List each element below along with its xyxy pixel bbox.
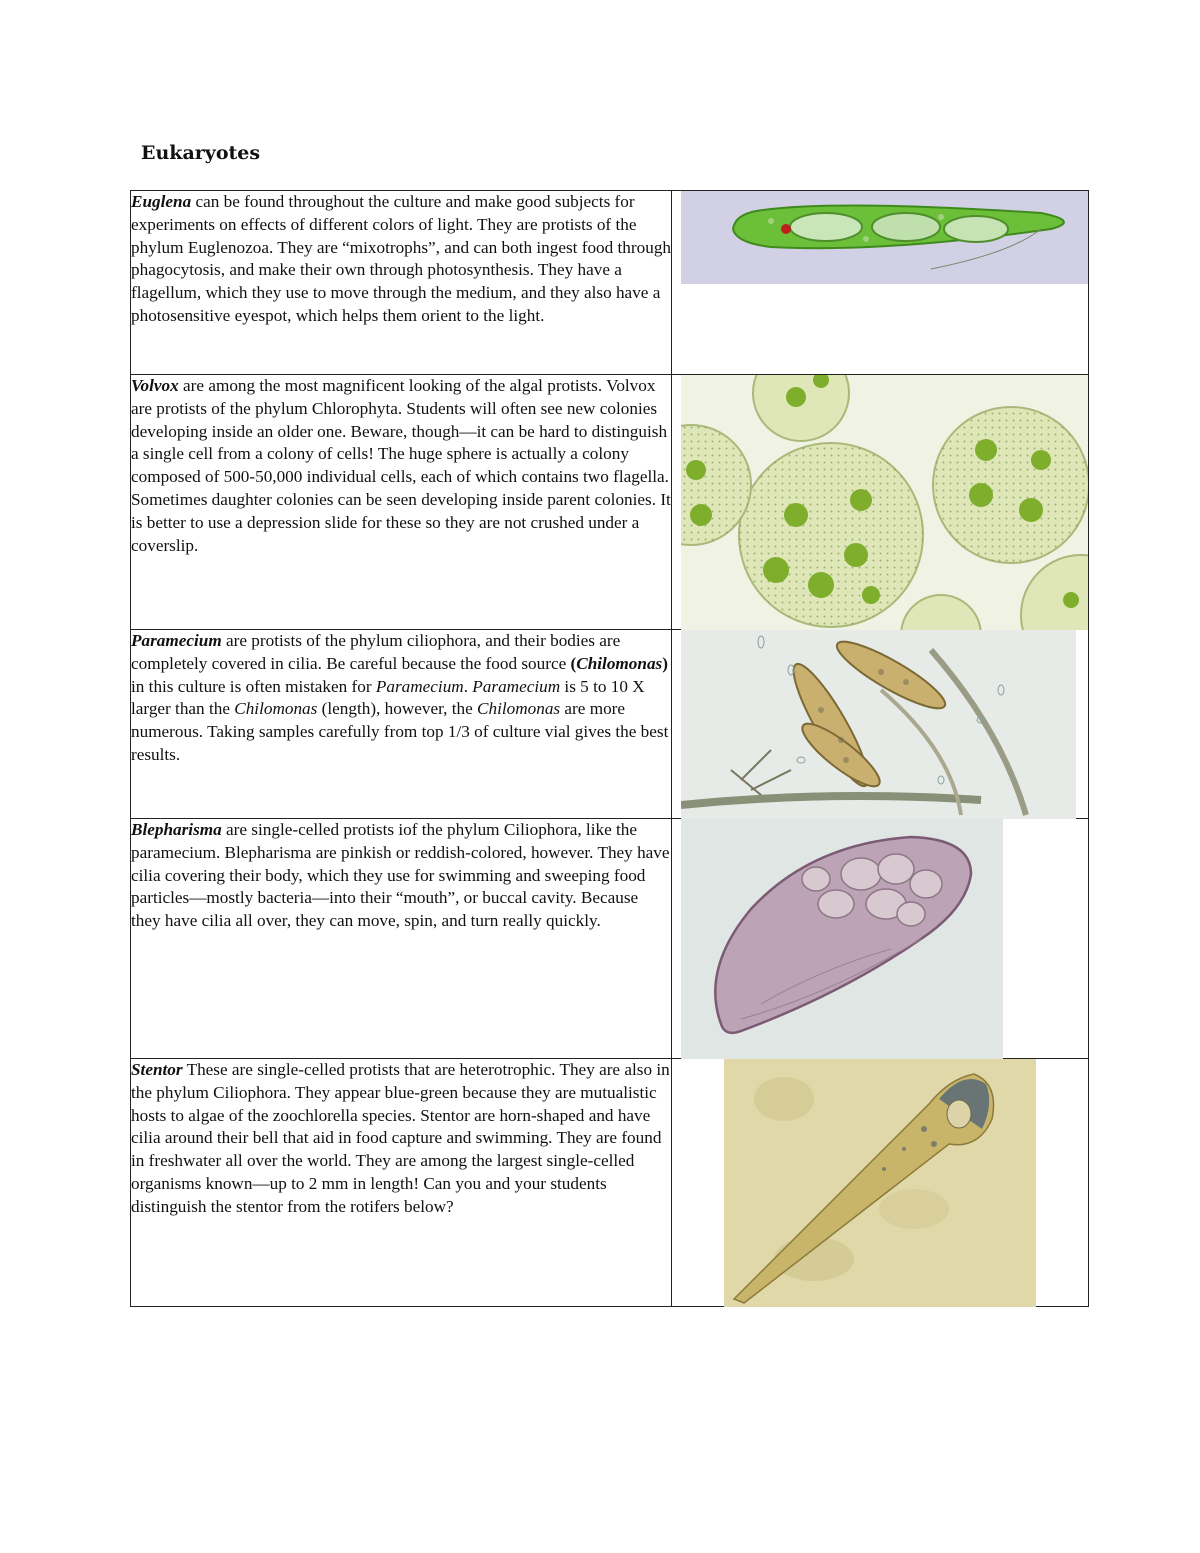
organism-name: Stentor [131, 1060, 183, 1079]
volvox-description [131, 375, 672, 630]
blepharisma-description [131, 819, 672, 1059]
page-heading: Eukaryotes [141, 142, 261, 164]
food-source-name: Chilomonas [576, 653, 663, 673]
stentor-micrograph [724, 1059, 1036, 1307]
table-row [131, 630, 1089, 819]
organism-name: Paramecium [472, 676, 561, 696]
description-text: These are single-celled protists that are heterotrophic. They are also in the phylum Ciliophora. They appear blue-green because they are mutualistic hosts to algae of the zoochlorella species. Stentor are horn-shaped and have cilia around their bell that aid in food capture and swimming. They are found in freshwater all over the world. They are among the largest single-celled organisms known—up to 2 mm in length! Can you and your students distinguish the stentor from the rotifers below? [131, 1060, 670, 1216]
description-text: . [463, 676, 473, 696]
organism-name: Blepharisma [131, 820, 222, 839]
volvox-micrograph [681, 375, 1088, 630]
table-row [131, 375, 1089, 630]
organism-table [130, 190, 1089, 1307]
euglena-micrograph [681, 191, 1088, 284]
organism-name: Paramecium [131, 631, 222, 650]
description-text: ) [662, 653, 668, 673]
euglena-description [131, 191, 672, 375]
stentor-image-cell [672, 1059, 1089, 1307]
description-text: (length), however, the [317, 699, 478, 719]
paramecium-micrograph [681, 630, 1076, 819]
description-text: are single-celled protists iof the phylum Ciliophora, like the paramecium. Blepharisma are pinkish or reddish-colored, however. They have cilia covering their body, which they use for swimming and sweeping food particles—mostly bacteria—into their “mouth”, or buccal cavity. Because they have cilia all over, they can move, spin, and turn really quickly. [131, 820, 670, 931]
paramecium-description [131, 630, 672, 819]
table-row [131, 819, 1089, 1059]
organism-name: Volvox [131, 376, 179, 395]
euglena-image-cell [672, 191, 1089, 375]
description-text: are more numerous. Taking samples carefully from top 1/3 of culture vial gives the best results. [131, 699, 669, 764]
description-text: ( [570, 653, 577, 673]
organism-name: Paramecium [375, 676, 464, 696]
description-text: is 5 to 10 X larger than the [131, 676, 645, 719]
description-text: are among the most magnificent looking of the algal protists. Volvox are protists of the phylum Chlorophyta. Students will often see new colonies developing inside an older one. Beware, though—it can be hard to distinguish a single cell from a colony of cells! The huge sphere is actually a colony composed of 500-50,000 individual cells, each of which contains two flagella. Sometimes daughter colonies can be seen developing inside parent colonies. It is better to use a depression slide for these so they are not crushed under a coverslip. [131, 376, 671, 555]
table-row [131, 1059, 1089, 1307]
blepharisma-micrograph [681, 819, 1003, 1059]
description-text: can be found throughout the culture and make good subjects for experiments on effects of different colors of light. They are protists of the phylum Euglenozoa. They are “mixotrophs”, and can both ingest food through phagocytosis, and make their own through photosynthesis. They have a flagellum, which they use to move through the medium, and they also have a photosensitive eyespot, which helps them orient to the light. [131, 192, 672, 325]
description-text: are protists of the phylum ciliophora, and their bodies are completely covered in cilia. Be careful because the food source [131, 631, 621, 673]
paramecium-image-cell [672, 630, 1089, 819]
food-source-name: Chilomonas [234, 699, 318, 719]
table-row [131, 191, 1089, 375]
food-source-name: Chilomonas [477, 699, 561, 719]
description-text: in this culture is often mistaken for [131, 676, 376, 696]
stentor-description [131, 1059, 672, 1307]
blepharisma-image-cell [672, 819, 1089, 1059]
organism-name: Euglena [131, 192, 192, 211]
volvox-image-cell [672, 375, 1089, 630]
